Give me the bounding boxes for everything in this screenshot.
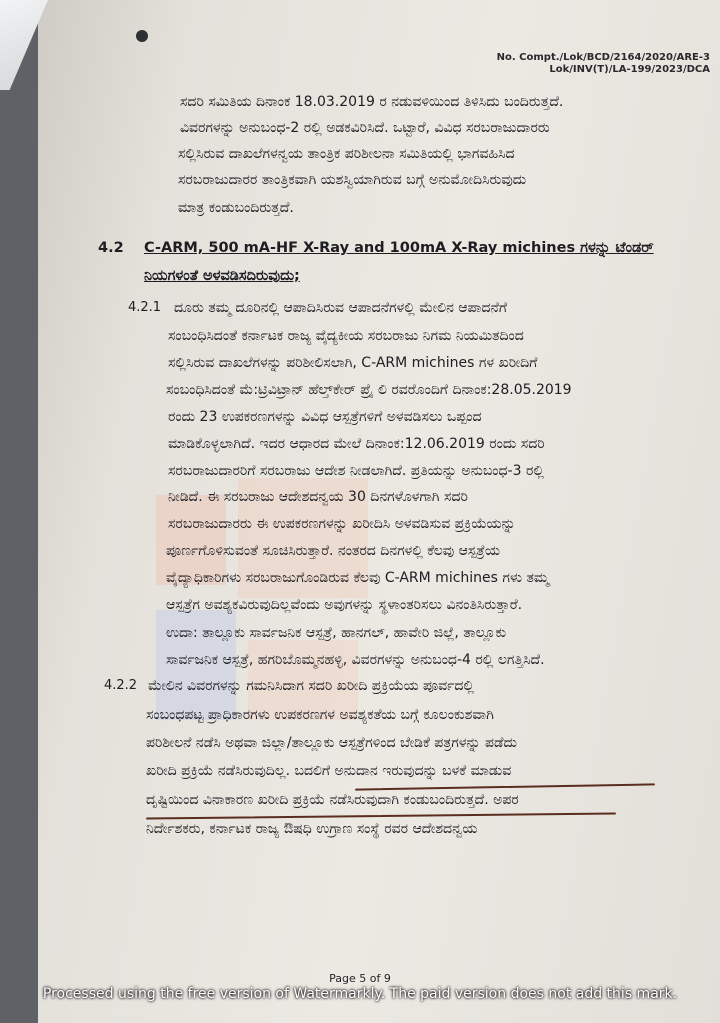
punch-hole (136, 30, 148, 42)
subsection-number: 4.2.1 (128, 300, 162, 315)
paragraph-line: ಪೂರ್ಣಗೊಳಿಸುವಂತೆ ಸೂಚಿಸಿರುತ್ತಾರೆ. ನಂತರದ ದಿನಗಳಲ್ಲಿ ಕೆಲವು ಆಸ್ಪತ್ರೆಯ (166, 543, 500, 559)
heading-number: 4.2 (98, 240, 124, 256)
paragraph-line: ಸಂಬಂಧಿಸಿದಂತೆ ಕರ್ನಾಟಕ ರಾಜ್ಯ ವೈದ್ಯಕೀಯ ಸರಬರಾಜು ನಿಗಮ ನಿಯಮಿತದಿಂದ (168, 328, 524, 344)
paragraph-line: ಸಂಬಂಧಪಟ್ಟ ಪ್ರಾಧಿಕಾರಗಳು ಉಪಕರಣಗಳ ಅವಶ್ಯಕತೆಯ ಬಗ್ಗೆ ಕೂಲಂಕುಶವಾಗಿ (146, 707, 494, 723)
paragraph-line: ನಿರ್ದೇಶಕರು, ಕರ್ನಾಟಕ ರಾಜ್ಯ ಔಷಧಿ ಉಗ್ರಾಣ ಸಂಸ್ಥೆ ರವರ ಆದೇಶದನ್ವಯ (146, 821, 478, 837)
reference-line: No. Compt./Lok/BCD/2164/2020/ARE-3 (496, 52, 710, 63)
paragraph-line: ಸರಬರಾಜುದಾರರ ತಾಂತ್ರಿಕವಾಗಿ ಯಶಸ್ವಿಯಾಗಿರುವ ಬಗ್ಗೆ ಅನುಮೋದಿಸಿರುವುದು (178, 172, 527, 188)
paragraph-line: ಸಲ್ಲಿಸಿರುವ ದಾಖಲೆಗಳನ್ವಯ ತಾಂತ್ರಿಕ ಪರಿಶೀಲನಾ ಸಮಿತಿಯಲ್ಲಿ ಭಾಗವಹಿಸಿದ (178, 146, 515, 162)
paragraph-line: ನೀಡಿದೆ. ಈ ಸರಬರಾಜು ಆದೇಶದನ್ವಯ 30 ದಿನಗಳೊಳಗಾಗಿ ಸದರಿ (168, 489, 468, 505)
subsection-number: 4.2.2 (104, 678, 138, 693)
paragraph-line: ವೈದ್ಯಾಧಿಕಾರಿಗಳು ಸರಬರಾಜುಗೊಂಡಿರುವ ಕೆಲವು C-ARM michines ಗಳು ತಮ್ಮ (166, 570, 550, 586)
paragraph-line: ದೃಷ್ಟಿಯಿಂದ ವಿನಾಕಾರಣ ಖರೀದಿ ಪ್ರಕ್ರಿಯೆ ನಡೆಸಿರುವುದಾಗಿ ಕಂಡುಬಂದಿರುತ್ತದೆ. ಅಪರ (146, 792, 519, 808)
paragraph-line: ಸಾರ್ವಜನಿಕ ಆಸ್ಪತ್ರೆ, ಹಗರಿಬೊಮ್ಮನಹಳ್ಳಿ, ವಿವರಗಳನ್ನು ಅನುಬಂಧ-4 ರಲ್ಲಿ ಲಗತ್ತಿಸಿದೆ. (166, 652, 545, 668)
heading-title: C-ARM, 500 mA-HF X-Ray and 100mA X-Ray michines ಗಳನ್ನು ಟೆಂಡರ್ (144, 240, 654, 256)
reference-line: Lok/INV(T)/LA-199/2023/DCA (549, 64, 710, 75)
paragraph-line: ಪರಿಶೀಲನೆ ನಡೆಸಿ ಅಥವಾ ಜಿಲ್ಲಾ/ತಾಲ್ಲೂಕು ಆಸ್ಪತ್ರೆಗಳಿಂದ ಬೇಡಿಕೆ ಪತ್ರಗಳನ್ನು ಪಡೆದು (146, 735, 517, 751)
paragraph-line: ಖರೀದಿ ಪ್ರಕ್ರಿಯೆ ನಡೆಸಿರುವುದಿಲ್ಲ. ಬದಲಿಗೆ ಅನುದಾನ ಇರುವುದನ್ನು ಬಳಕೆ ಮಾಡುವ (146, 763, 512, 779)
paragraph-line: ದೂರು ತಮ್ಮ ದೂರಿನಲ್ಲಿ ಆಪಾದಿಸಿರುವ ಆಪಾದನೆಗಳಲ್ಲಿ ಮೇಲಿನ ಆಪಾದನೆಗೆ (174, 300, 507, 316)
paragraph-line: ಸದರಿ ಸಮಿತಿಯ ದಿನಾಂಕ 18.03.2019 ರ ನಡುವಳಿಯಿಂದ ತಿಳಿಸಿದು ಬಂದಿರುತ್ತದೆ. (180, 94, 564, 110)
paragraph-line: ವಿವರಗಳನ್ನು ಅನುಬಂಧ-2 ರಲ್ಲಿ ಅಡಕವಿರಿಸಿದೆ. ಒಟ್ಟಾರೆ, ವಿವಿಧ ಸರಬರಾಜುದಾರರು (180, 120, 550, 136)
page-number: Page 5 of 9 (329, 972, 391, 985)
paragraph-line: ಸಲ್ಲಿಸಿರುವ ದಾಖಲೆಗಳನ್ನು ಪರಿಶೀಲಿಸಲಾಗಿ, C-ARM michines ಗಳ ಖರೀದಿಗೆ (168, 355, 538, 371)
paragraph-line: ಸಂಬಂಧಿಸಿದಂತೆ ಮೆ:ಟ್ರಿವಿಟ್ರಾನ್ ಹೆಲ್ತ್‌ಕೇರ್ ಪ್ರೈ ಲಿ ರವರೊಂದಿಗೆ ದಿನಾಂಕ:28.05.2019 (166, 382, 572, 398)
watermark-banner: Processed using the free version of Watermarkly. The paid version does not add this mark. (42, 986, 678, 1002)
paragraph-line: ಮಾಡಿಕೊಳ್ಳಲಾಗಿದೆ. ಇದರ ಆಧಾರದ ಮೇಲೆ ದಿನಾಂಕ:12.06.2019 ರಂದು ಸದರಿ (168, 436, 545, 452)
paragraph-line: ರಂದು 23 ಉಪಕರಣಗಳನ್ನು ವಿವಿಧ ಆಸ್ಪತ್ರೆಗಳಿಗೆ ಅಳವಡಿಸಲು ಒಪ್ಪಂದ (168, 409, 482, 425)
section-heading-continued (144, 268, 300, 284)
paragraph-line: ಮಾತ್ರ ಕಂಡುಬಂದಿರುತ್ತದೆ. (178, 200, 294, 216)
paragraph-line: ಉದಾ: ತಾಲ್ಲೂಕು ಸಾರ್ವಜನಿಕ ಆಸ್ಪತ್ರೆ, ಹಾನಗಲ್, ಹಾವೇರಿ ಜಿಲ್ಲೆ, ತಾಲ್ಲೂಕು (166, 625, 507, 641)
paragraph-line: ಸರಬರಾಜುದಾರರಿಗೆ ಸರಬರಾಜು ಆದೇಶ ನೀಡಲಾಗಿದೆ. ಪ್ರತಿಯನ್ನು ಅನುಬಂಧ-3 ರಲ್ಲಿ (168, 463, 544, 479)
reference-number (420, 52, 710, 76)
paragraph-line: ಮೇಲಿನ ವಿವರಗಳನ್ನು ಗಮನಿಸಿದಾಗ ಸದರಿ ಖರೀದಿ ಪ್ರಕ್ರಿಯೆಯ ಪೂರ್ವದಲ್ಲಿ (148, 678, 475, 694)
section-heading (98, 240, 654, 256)
heading-title-cont: ನಿಯಗಳಂತೆ ಅಳವಡಿಸದಿರುವುದು; (144, 268, 300, 284)
paragraph-line: ಆಸ್ಪತ್ರೆಗ ಅವಶ್ಯಕವಿರುವುದಿಲ್ಲವೆಂದು ಅವುಗಳನ್ನು ಸ್ಥಳಾಂತರಿಸಲು ವಿನಂತಿಸಿರುತ್ತಾರೆ. (166, 597, 523, 613)
paragraph-line: ಸರಬರಾಜುದಾರರು ಈ ಉಪಕರಣಗಳನ್ನು ಖರೀದಿಸಿ ಅಳವಡಿಸುವ ಪ್ರಕ್ರಿಯೆಯನ್ನು (168, 516, 516, 532)
